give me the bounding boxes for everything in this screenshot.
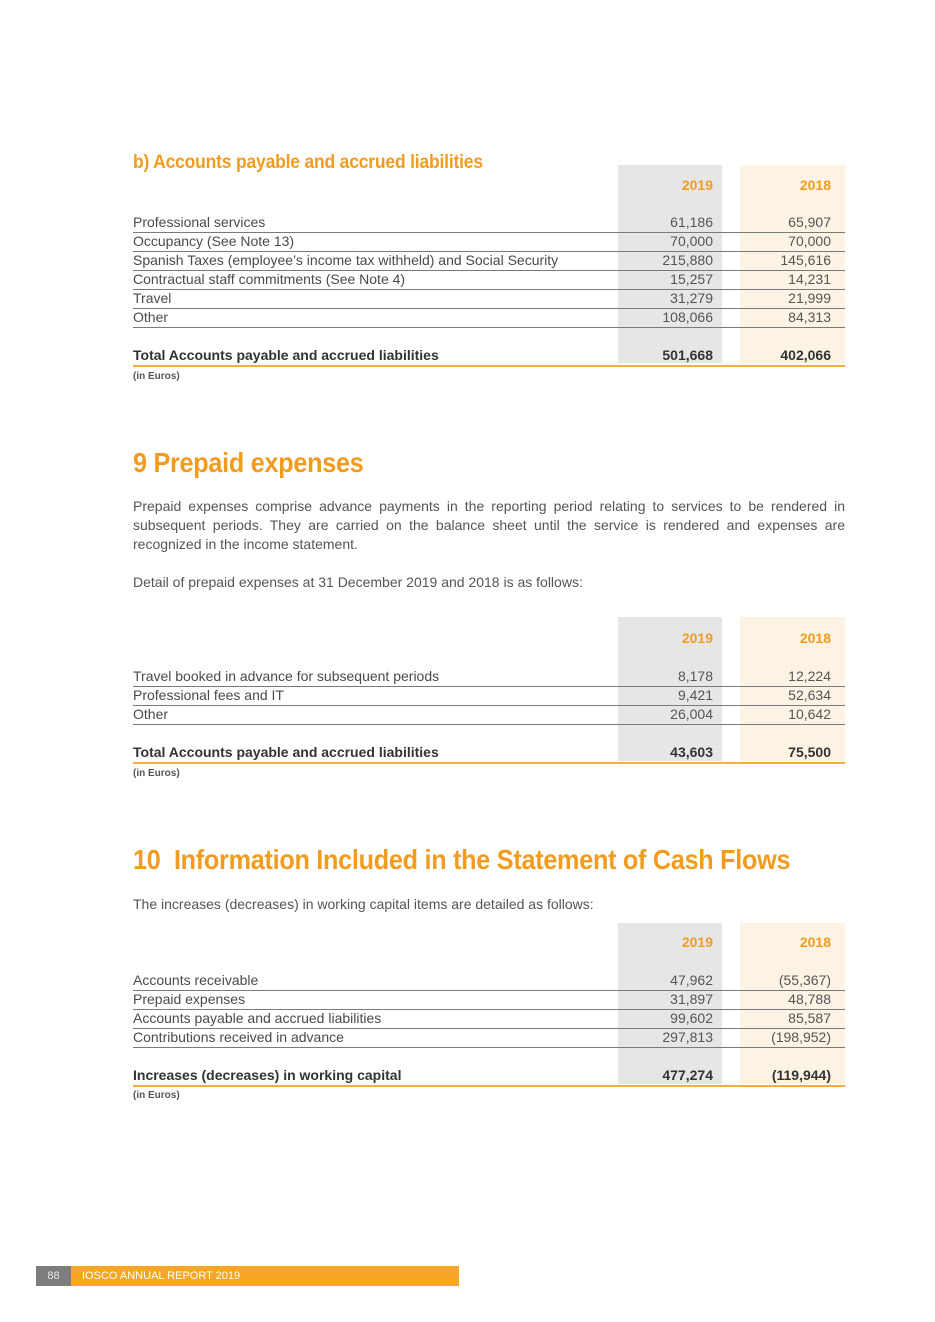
table-row: Professional services 61,186 65,907 [133,213,845,233]
section-b-title: b) Accounts payable and accrued liabilities [133,152,483,173]
currency-note: (in Euros) [133,1090,180,1101]
currency-note: (in Euros) [133,768,180,779]
table-row: Accounts receivable 47,962 (55,367) [133,971,845,991]
table-row: Prepaid expenses 31,897 48,788 [133,990,845,1010]
year-header-2019: 2019 [681,934,713,950]
table-row: Other 26,004 10,642 [133,705,845,725]
section-10-intro: The increases (decreases) in working capital items are detailed as follows: [133,896,594,912]
table-row: Contributions received in advance 297,813 (198,952) [133,1028,845,1048]
year-header-2019: 2019 [681,630,713,646]
table-total-row: Total Accounts payable and accrued liabilities 43,603 75,500 [133,743,845,764]
table-row: Accounts payable and accrued liabilities 99,602 85,587 [133,1009,845,1029]
table-total-row: Increases (decreases) in working capital 477,274 (119,944) [133,1066,845,1087]
accounts-payable-table [133,165,845,382]
year-header-2018: 2018 [799,934,831,950]
currency-note: (in Euros) [133,371,180,382]
page-number: 88 [36,1266,71,1286]
section-9-paragraph: Prepaid expenses comprise advance payments in the reporting period relating to services to be rendered in subsequent periods. They are carried on the balance sheet until the service is rendered and expenses are recognized in the income statement. [133,498,845,552]
section-9-intro: Detail of prepaid expenses at 31 December 2019 and 2018 is as follows: [133,574,583,590]
prepaid-expenses-table [133,617,845,779]
year-header-2019: 2019 [681,177,713,193]
table-row: Contractual staff commitments (See Note 4) 15,257 14,231 [133,270,845,290]
table-row: Travel 31,279 21,999 [133,289,845,309]
table-row: Professional fees and IT 9,421 52,634 [133,686,845,706]
year-header-2018: 2018 [799,630,831,646]
table-row: Other 108,066 84,313 [133,308,845,328]
table-row: Occupancy (See Note 13) 70,000 70,000 [133,232,845,252]
working-capital-table [133,923,845,1101]
table-row: Spanish Taxes (employee’s income tax withheld) and Social Security 215,880 145,616 [133,251,845,271]
page-footer [36,1266,459,1286]
section-9-title: 9 Prepaid expenses [133,447,364,478]
section-10-title: 10 Information Included in the Statement of Cash Flows [133,844,791,875]
report-title: IOSCO ANNUAL REPORT 2019 [71,1266,459,1286]
table-row: Travel booked in advance for subsequent periods 8,178 12,224 [133,667,845,687]
year-header-2018: 2018 [799,177,831,193]
table-total-row: Total Accounts payable and accrued liabilities 501,668 402,066 [133,346,845,367]
